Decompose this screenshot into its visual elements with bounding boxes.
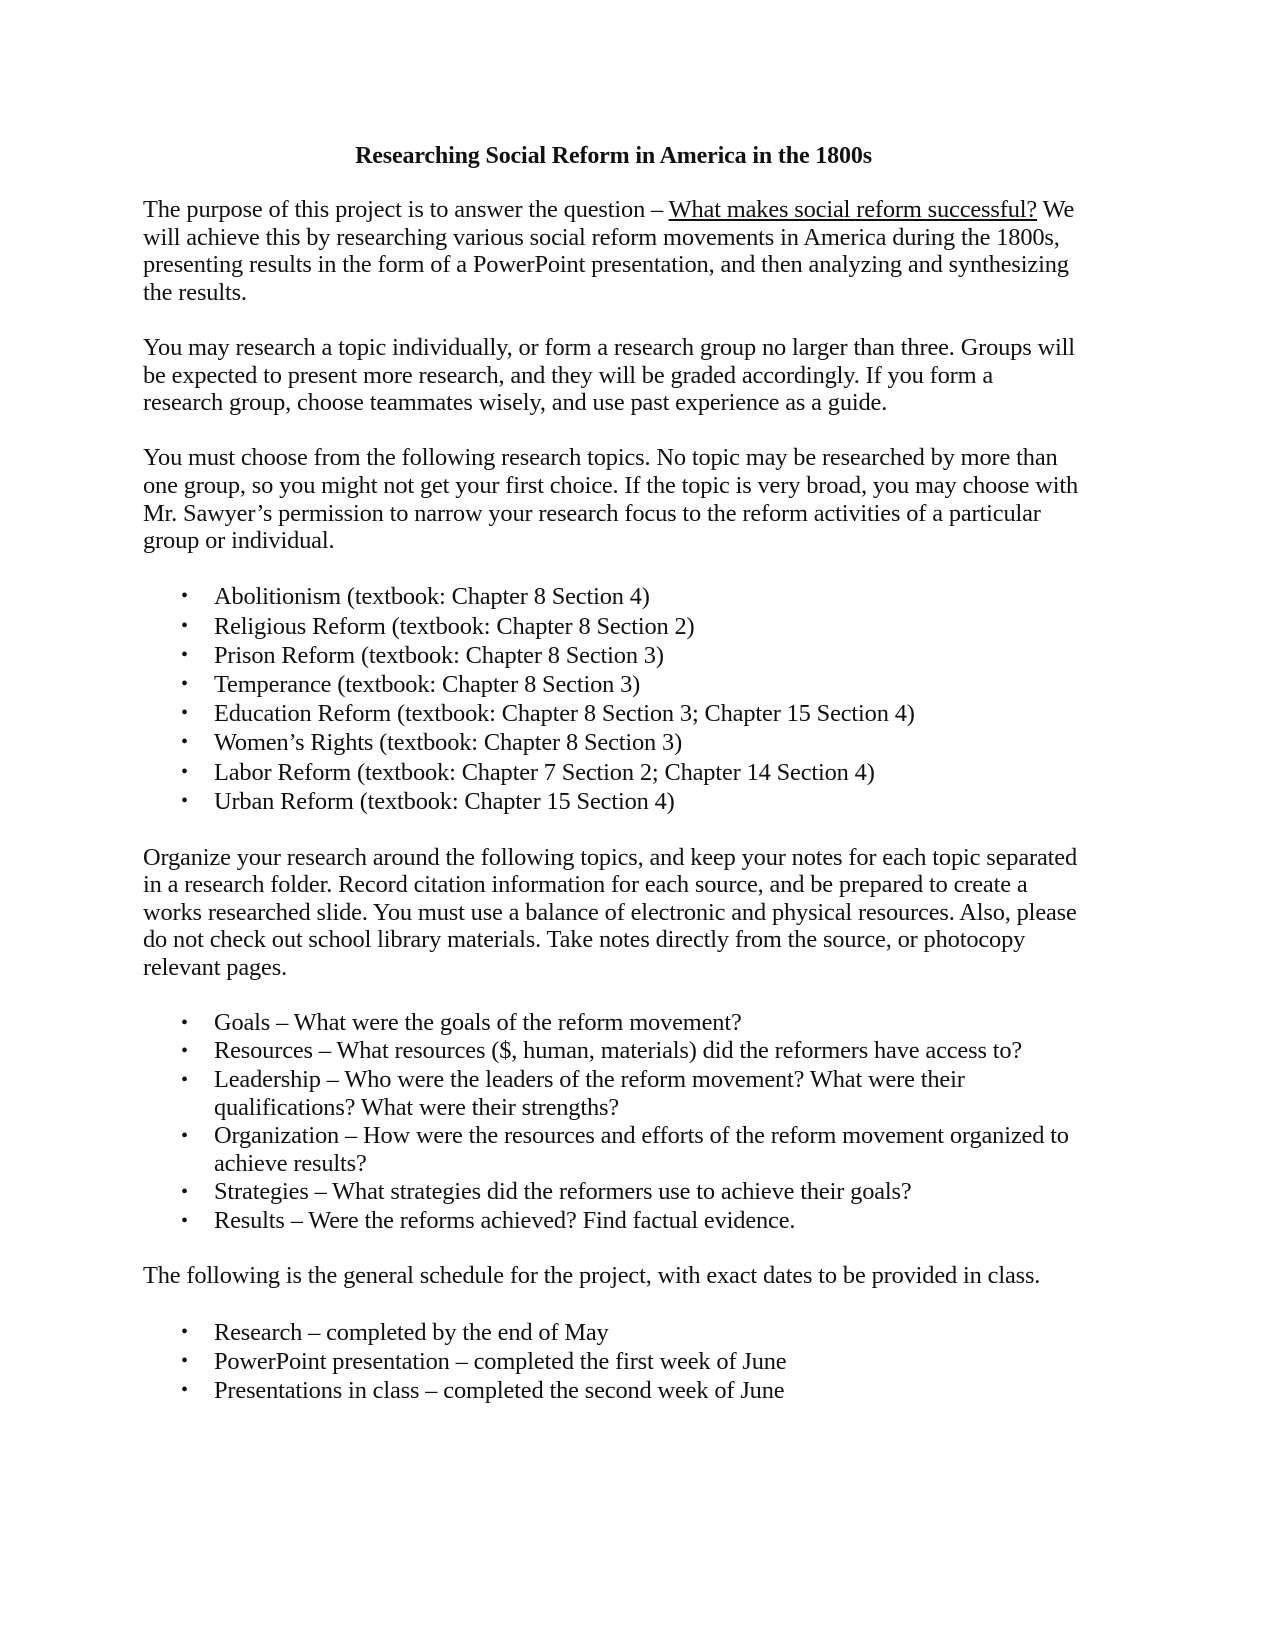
question-text: Strategies – What strategies did the reformers use to achieve their goals? <box>214 1178 912 1206</box>
bullet-icon: • <box>181 1040 188 1063</box>
question-item <box>143 1066 1078 1122</box>
topic-item <box>143 612 1078 641</box>
question-item <box>143 1122 1078 1178</box>
bullet-icon: • <box>181 760 188 783</box>
question-text: Resources – What resources ($, human, materials) did the reformers have access to? <box>214 1037 1023 1065</box>
topics-list <box>143 582 1078 816</box>
schedule-paragraph: The following is the general schedule for the project, with exact dates to be provided in class. <box>143 1262 1041 1290</box>
topics-paragraph: You must choose from the following research topics. No topic may be researched by more than one group, so you might not get your first choice. If the topic is very broad, you may choose with Mr. Sawyer’s permission to narrow your research focus to the reform activities of a particular group or individual. <box>143 444 1078 555</box>
guiding-question: What makes social reform successful? <box>668 196 1038 223</box>
schedule-item <box>143 1318 1078 1347</box>
question-text: Results – Were the reforms achieved? Find factual evidence. <box>214 1206 796 1234</box>
question-item <box>143 1207 1078 1235</box>
question-item <box>143 1009 1078 1037</box>
topic-text: Labor Reform (textbook: Chapter 7 Section 2; Chapter 14 Section 4) <box>214 758 875 786</box>
topic-item <box>143 699 1078 728</box>
topic-item <box>143 758 1078 787</box>
topic-item <box>143 787 1078 816</box>
topic-text: Prison Reform (textbook: Chapter 8 Section 3) <box>214 641 664 669</box>
bullet-icon: • <box>181 1068 188 1091</box>
bullet-icon: • <box>181 1349 188 1372</box>
topic-item <box>143 641 1078 670</box>
topic-text: Abolitionism (textbook: Chapter 8 Section 4) <box>214 583 650 611</box>
schedule-text: PowerPoint presentation – completed the first week of June <box>214 1347 787 1375</box>
research-questions-list <box>143 1009 1078 1235</box>
schedule-item <box>143 1347 1078 1376</box>
question-item <box>143 1037 1078 1065</box>
topic-text: Urban Reform (textbook: Chapter 15 Section 4) <box>214 787 675 815</box>
bullet-icon: • <box>181 643 188 666</box>
question-text: Goals – What were the goals of the reform movement? <box>214 1009 742 1037</box>
topic-text: Education Reform (textbook: Chapter 8 Section 3; Chapter 15 Section 4) <box>214 700 915 728</box>
bullet-icon: • <box>181 672 188 695</box>
bullet-icon: • <box>181 789 188 812</box>
topic-text: Temperance (textbook: Chapter 8 Section 3) <box>214 670 641 698</box>
bullet-icon: • <box>181 614 188 637</box>
schedule-item <box>143 1376 1078 1405</box>
schedule-text: Presentations in class – completed the second week of June <box>214 1376 785 1404</box>
bullet-icon: • <box>181 1209 188 1232</box>
topic-text: Women’s Rights (textbook: Chapter 8 Section 3) <box>214 729 683 757</box>
groups-paragraph: You may research a topic individually, or form a research group no larger than three. Groups will be expected to present more research, and they will be graded accordingly. If you form a research group, choose teammates wisely, and use past experience as a guide. <box>143 333 1075 417</box>
question-text: Organization – How were the resources and efforts of the reform movement organized to achieve results? <box>214 1121 1069 1178</box>
intro-text-after: We will achieve this by researching various social reform movements in America during the 1800s, presenting results in the form of a PowerPoint presentation, and then analyzing and synthesizing the results. <box>143 196 1075 306</box>
bullet-icon: • <box>181 1378 188 1401</box>
bullet-icon: • <box>181 1012 188 1035</box>
topic-item <box>143 670 1078 699</box>
bullet-icon: • <box>181 702 188 725</box>
question-text: Leadership – Who were the leaders of the reform movement? What were their qualifications? What were their strengths? <box>214 1065 965 1121</box>
intro-paragraph <box>143 196 1078 306</box>
topic-item <box>143 582 1078 611</box>
organize-paragraph: Organize your research around the following topics, and keep your notes for each topic separated in a research folder. Record citation information for each source, and be prepared to create a works researched slide. You must use a balance of electronic and physical resources. Also, please do not check out school library materials. Take notes directly from the source, or photocopy relevant pages. <box>143 843 1078 981</box>
topic-item <box>143 728 1078 757</box>
intro-text-before: The purpose of this project is to answer the question – <box>143 196 669 223</box>
bullet-icon: • <box>181 731 188 754</box>
document-page <box>143 140 1078 1432</box>
schedule-list <box>143 1318 1078 1405</box>
document-title: Researching Social Reform in America in the 1800s <box>355 143 872 169</box>
bullet-icon: • <box>181 1181 188 1204</box>
question-item <box>143 1178 1078 1206</box>
schedule-text: Research – completed by the end of May <box>214 1318 609 1346</box>
bullet-icon: • <box>181 1320 188 1343</box>
topic-text: Religious Reform (textbook: Chapter 8 Section 2) <box>214 612 695 640</box>
bullet-icon: • <box>181 585 188 608</box>
bullet-icon: • <box>181 1124 188 1147</box>
